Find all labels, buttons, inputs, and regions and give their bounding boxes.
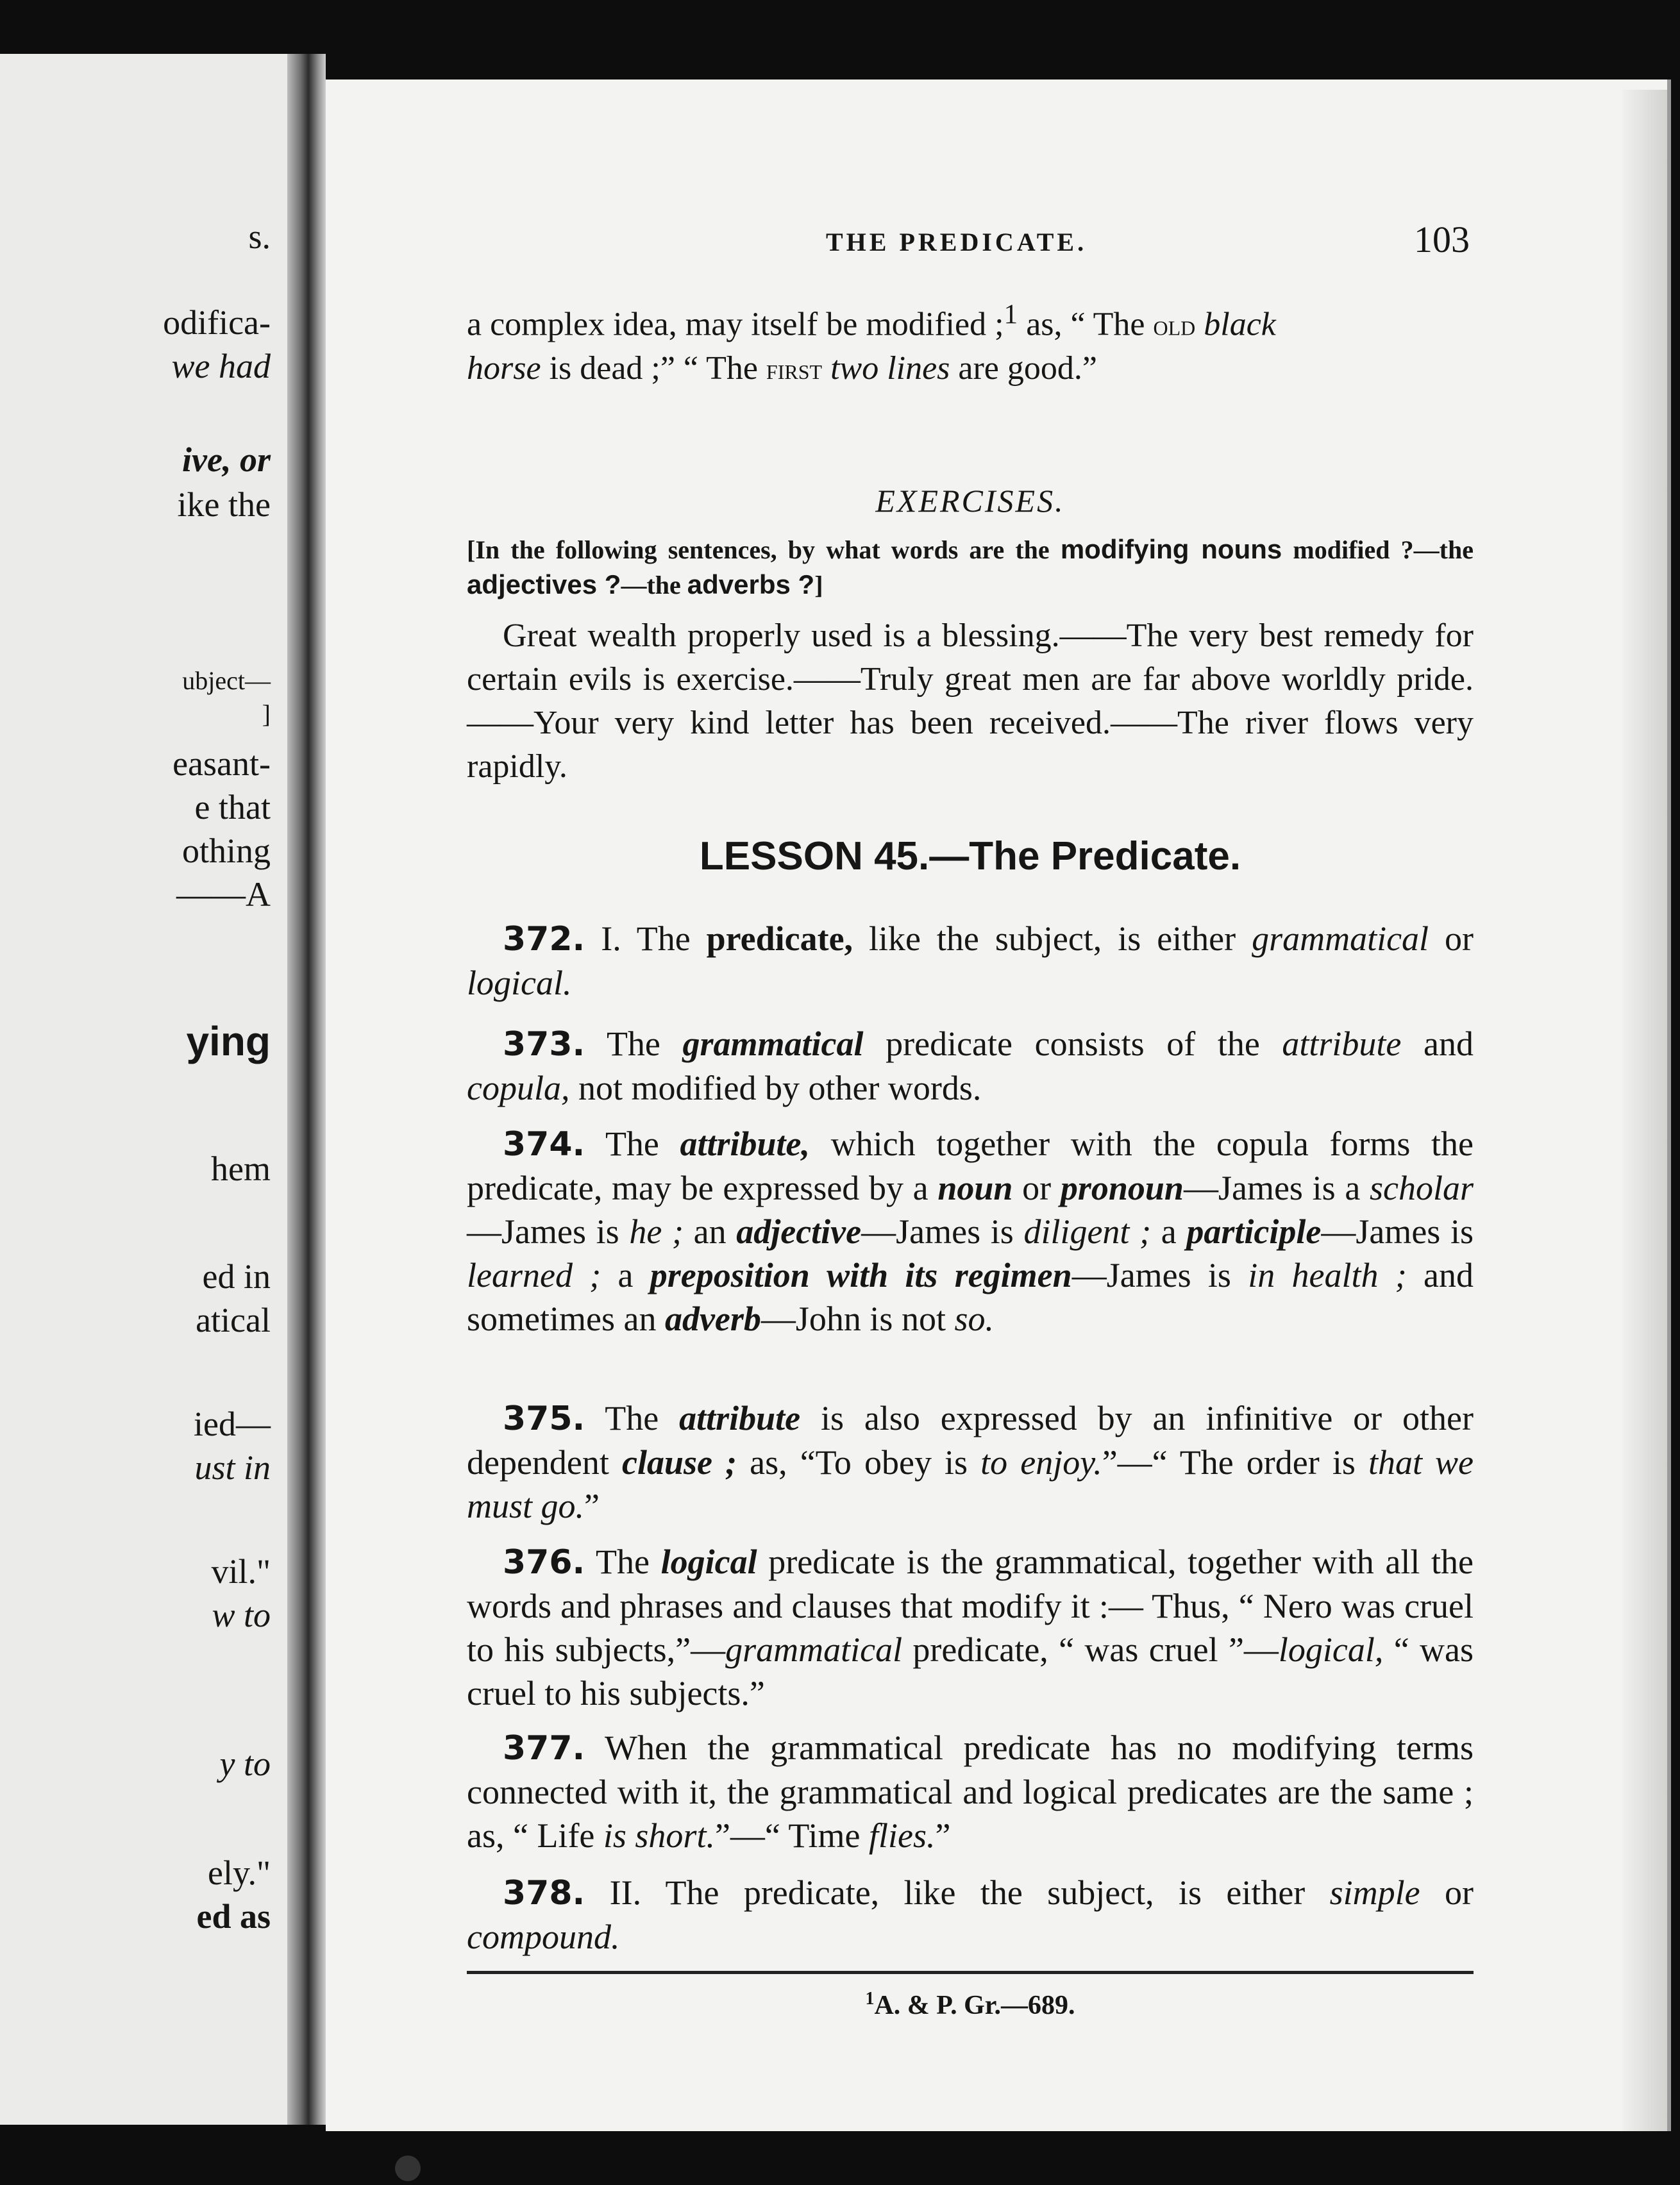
running-title: THE PREDICATE. [826, 228, 1088, 256]
footnote-ref: 1 [1004, 299, 1018, 330]
left-fragment: ive, or [182, 440, 271, 479]
left-fragment: s. [248, 217, 271, 256]
footnote: $^1$A. & P. Gr.—689. [865, 1989, 1075, 2020]
lesson-heading: LESSON 45.—The Predicate. [699, 834, 1241, 878]
paragraph-375: 375. The attribute is also expressed by an infinitive or other dependent clause ; as, “To obey is to enjoy.”—“ The order is that we must go.” [467, 1399, 1474, 1525]
left-fragment: ubject— [182, 666, 271, 695]
left-fragment: ike the [177, 485, 271, 524]
exercises-heading: EXERCISES. [875, 483, 1065, 519]
left-fragment: ed as [196, 1897, 271, 1936]
paragraph-377: 377. When the grammatical predicate has no modifying terms connected with it, the grammatical and logical predicates are the same ; as, “ Life is short.”—“ Time flies.” [467, 1729, 1474, 1855]
binding-hole-mark [395, 2156, 421, 2181]
carryover-paragraph: a complex idea, may itself be modified ;$^1$ as, “ The old black horse is dead ;” “ The first two lines are good.” [467, 299, 1276, 387]
running-head [467, 218, 1474, 263]
previous-page-fragment [0, 54, 287, 2125]
exercises-sentences: Great wealth properly used is a blessing.——The very best remedy for certain evils is exercise.——Truly great men are far above worldly pride.——Your very kind letter has been received.——The river flows very rapidly. [467, 617, 1474, 785]
book-page [326, 80, 1671, 2131]
left-fragment: ust in [194, 1448, 271, 1487]
left-fragment: atical [196, 1301, 271, 1339]
left-fragment: y to [219, 1745, 271, 1783]
footnote-rule [467, 1971, 1474, 1974]
paragraph-372: 372. I. The predicate, like the subject, is either grammatical or logical. [467, 919, 1474, 1002]
left-fragment: ied— [194, 1405, 271, 1443]
page-number: 103 [1414, 219, 1470, 260]
paragraph-378: 378. II. The predicate, like the subject, is either simple or compound. [467, 1873, 1474, 1956]
left-fragment: ying [186, 1018, 271, 1064]
paragraph-373: 373. The grammatical predicate consists of the attribute and copula, not modified by other words. [467, 1025, 1474, 1107]
paragraph-376: 376. The logical predicate is the grammatical, together with all the words and phrases and clauses that modify it :— Thus, “ Nero was cruel to his subjects,”—grammatical predicate, “ was cruel ”—logical, “ was cruel to his subjects.” [467, 1543, 1474, 1712]
paragraph-374: 374. The attribute, which together with the copula forms the predicate, may be expressed by a noun or pronoun—James is a scholar—James is he ; an adjective—James is diligent ; a participle—James is learned ; a preposition with its regimen—James is in health ; and sometimes an adverb—John is not so. [467, 1125, 1474, 1338]
left-fragment: odifica- [163, 303, 271, 342]
book-gutter [287, 54, 326, 2125]
left-fragment: we had [171, 347, 271, 385]
left-fragment: vil." [211, 1552, 271, 1591]
left-fragment: e that [194, 788, 271, 826]
left-fragment: w to [212, 1596, 271, 1634]
left-fragment: ed in [202, 1257, 271, 1296]
page-edge-shadow [1622, 90, 1667, 2131]
left-fragment: hem [211, 1150, 271, 1188]
left-fragment: ——A [176, 875, 271, 914]
left-fragment: easant- [172, 744, 271, 783]
left-fragment: othing [181, 832, 271, 870]
left-fragment: ely." [207, 1854, 271, 1892]
left-fragment: ] [262, 699, 271, 728]
exercises-instruction: [In the following sentences, by what words are the modifying nouns modified ?—the adjectives ?—the adverbs ?] [467, 534, 1474, 599]
